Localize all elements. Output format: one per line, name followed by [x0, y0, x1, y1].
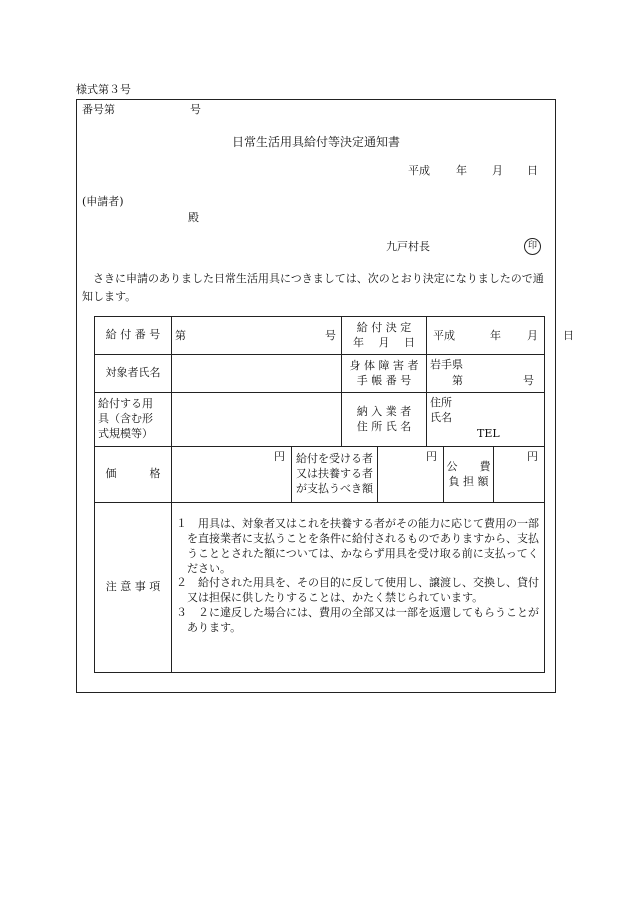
decision-date-month: 月 [527, 329, 538, 342]
supplier-name-label: 氏名 [430, 411, 452, 424]
decision-date-cell [427, 317, 574, 355]
date-day: 日 [527, 164, 538, 177]
label-decision-date-line1: 給 付 決 定 [356, 320, 412, 334]
label-decision-date-line2: 年 月 日 [353, 335, 415, 349]
supplier-address-label: 住所 [430, 396, 452, 409]
label-equipment-line3: 式規模等） [98, 426, 153, 440]
label-handbook-line2: 手 帳 番 号 [356, 373, 412, 387]
equipment-value [172, 393, 342, 447]
label-recipient-line2: 又は扶養する者 [296, 467, 373, 481]
label-recipient-payment [292, 447, 378, 503]
date-era: 平成 [408, 164, 430, 177]
note-item: ３ ２に違反した場合には、費用の全部又は一部を返還してもらうことがあります。 [176, 606, 539, 634]
label-equipment-line2: 具（含む形 [98, 412, 153, 426]
recipient-payment-value [378, 447, 444, 503]
label-handbook-line1: 身 体 障 害 者 [349, 358, 419, 372]
number-prefix: 番号第 [82, 103, 115, 116]
decision-date-year: 年 [490, 329, 501, 342]
label-recipient-line1: 給付を受ける者 [296, 452, 373, 466]
form-number: 様式第３号 [76, 83, 131, 96]
label-handbook-number [342, 355, 427, 393]
seal-mark: 印 [524, 238, 541, 255]
public-expense-value [494, 447, 545, 503]
benefit-number-suffix: 号 [325, 329, 336, 342]
label-recipient-line3: が支払うべき額 [296, 481, 373, 495]
applicant-label: (申請者) [82, 195, 124, 208]
label-subject-name: 対象者氏名 [95, 355, 172, 393]
label-public-expense [444, 447, 494, 503]
handbook-number-cell [427, 355, 545, 393]
label-equipment [95, 393, 172, 447]
document-title: 日常生活用具給付等決定通知書 [232, 135, 401, 149]
price-yen: 円 [274, 450, 285, 463]
handbook-prefecture: 岩手県 [430, 358, 463, 371]
date-month: 月 [492, 164, 503, 177]
label-public-line2: 負 担 額 [448, 474, 489, 488]
label-equipment-line1: 給付する用 [98, 397, 153, 411]
label-supplier [342, 393, 427, 447]
issuer-name: 九戸村長 [386, 240, 430, 253]
label-supplier-line2: 住 所 氏 名 [356, 419, 412, 433]
honorific: 殿 [188, 211, 199, 224]
handbook-number-suffix: 号 [523, 374, 535, 387]
decision-date-era: 平成 [433, 329, 455, 342]
label-public-line1: 公 費 [446, 459, 491, 473]
price-value [172, 447, 292, 503]
recipient-payment-yen: 円 [426, 450, 437, 463]
decision-table [94, 316, 574, 673]
notes-cell [172, 503, 545, 673]
label-benefit-number: 給 付 番 号 [95, 317, 172, 355]
label-supplier-line1: 納 入 業 者 [356, 404, 412, 418]
subject-name-value [172, 355, 342, 393]
benefit-number-prefix: 第 [175, 329, 186, 342]
label-decision-date [342, 317, 427, 355]
note-item: １ 用具は、対象者又はこれを扶養する者がその能力に応じて費用の一部を直接業者に支払うことを条件に給付されるものでありますから、支払うこととされた額については、かならず用具を受け取る前に支払ってください。 [176, 517, 539, 575]
number-suffix: 号 [190, 103, 201, 116]
public-expense-yen: 円 [527, 450, 539, 463]
date-year: 年 [456, 164, 467, 177]
benefit-number-cell [172, 317, 342, 355]
decision-date-day: 日 [563, 329, 574, 342]
label-notes: 注 意 事 項 [95, 503, 172, 673]
supplier-tel-label: TEL [477, 427, 500, 440]
note-item: ２ 給付された用具を、その目的に反して使用し、譲渡し、交換し、貸付又は担保に供したりすることは、かたく禁じられています。 [176, 576, 539, 605]
intro-paragraph: さきに申請のありました日常生活用具につきましては、次のとおり決定になりましたので通知します。 [82, 272, 544, 303]
supplier-cell [427, 393, 545, 447]
handbook-number-prefix: 第 [452, 374, 463, 387]
label-price: 価 格 [95, 447, 172, 503]
